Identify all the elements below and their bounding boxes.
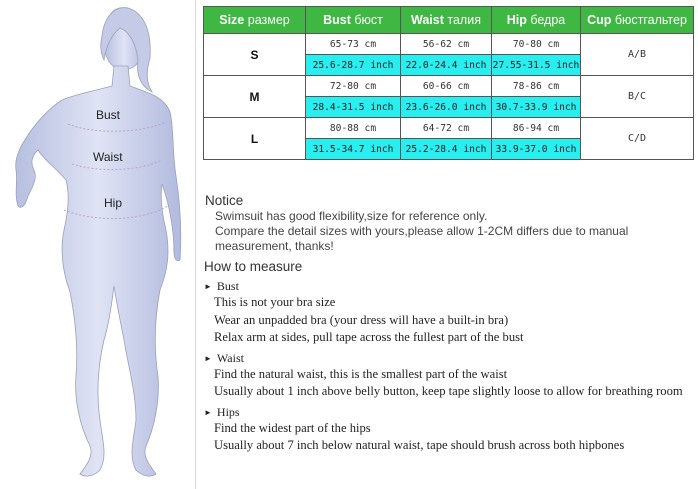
hip-inch-cell: 33.9-37.0 inch <box>492 139 581 160</box>
notice-line: measurement, thanks! <box>215 239 334 253</box>
table-row <box>204 34 694 55</box>
waist-cm-cell: 56-62 cm <box>401 34 492 55</box>
instruction-line: Usually about 7 inch below natural waist, tape should brush across both hipbones <box>214 438 625 452</box>
waist-label: Waist <box>93 150 123 164</box>
bust-cm-cell: 80-88 cm <box>306 118 401 139</box>
instruction-line: Relax arm at sides, pull tape across the fullest part of the bust <box>214 330 524 344</box>
triangle-bullet-icon: ► <box>204 282 212 291</box>
instruction-line: Usually about 1 inch above belly button, keep tape slightly loose to allow for breathing room <box>214 384 683 398</box>
header-waist: Waist талия <box>401 7 492 34</box>
section-heading: Bust <box>216 279 239 293</box>
bust-inch-cell: 31.5-34.7 inch <box>306 139 401 160</box>
triangle-bullet-icon: ► <box>204 353 212 363</box>
size-cell: S <box>204 34 306 76</box>
section-heading: Hips <box>216 404 240 419</box>
bust-inch-cell: 25.6-28.7 inch <box>306 55 401 76</box>
hip-cm-cell: 70-80 cm <box>492 34 581 55</box>
table-header-row <box>204 7 694 34</box>
waist-instructions <box>204 351 698 401</box>
section-heading: Waist <box>216 350 244 365</box>
how-to-measure-title: How to measure <box>204 259 303 274</box>
waist-cm-cell: 60-66 cm <box>401 76 492 97</box>
notice-section <box>205 193 695 254</box>
bust-instructions <box>204 279 698 347</box>
waist-inch-cell: 25.2-28.4 inch <box>401 139 492 160</box>
notice-title: Notice <box>205 193 244 208</box>
instruction-line: Find the widest part of the hips <box>214 420 371 435</box>
header-size: Size размер <box>204 7 306 34</box>
waist-inch-cell: 22.0-24.4 inch <box>401 55 492 76</box>
size-cell: M <box>204 76 306 118</box>
table-row <box>204 118 694 139</box>
header-hip: Hip бедра <box>492 7 581 34</box>
instruction-line: This is not your bra size <box>214 295 336 309</box>
hip-cm-cell: 86-94 cm <box>492 118 581 139</box>
instruction-line: Find the natural waist, this is the smallest part of the waist <box>214 366 508 381</box>
how-to-measure-section <box>204 258 698 455</box>
panel-divider <box>195 0 196 489</box>
header-cup: Cup бюстгальтер <box>581 7 694 34</box>
cup-cell: A/B <box>581 34 694 76</box>
waist-cm-cell: 64-72 cm <box>401 118 492 139</box>
bust-label: Bust <box>96 108 121 122</box>
instruction-line: Wear an unpadded bra (your dress will have a built-in bra) <box>214 312 509 327</box>
body-measurement-figure <box>0 0 196 489</box>
header-bust: Bust бюст <box>306 7 401 34</box>
cup-cell: B/C <box>581 76 694 118</box>
triangle-bullet-icon: ► <box>204 407 212 417</box>
hips-instructions <box>204 405 698 455</box>
notice-line: Swimsuit has good flexibility,size for reference only. <box>215 209 488 223</box>
waist-inch-cell: 23.6-26.0 inch <box>401 97 492 118</box>
notice-line: Compare the detail sizes with yours,please allow 1-2CM differs due to manual <box>215 224 629 238</box>
bust-inch-cell: 28.4-31.5 inch <box>306 97 401 118</box>
table-row <box>204 76 694 97</box>
hip-label: Hip <box>104 196 123 210</box>
size-cell: L <box>204 118 306 160</box>
hip-inch-cell: 30.7-33.9 inch <box>492 97 581 118</box>
size-chart-table <box>203 6 694 160</box>
bust-cm-cell: 72-80 cm <box>306 76 401 97</box>
cup-cell: C/D <box>581 118 694 160</box>
hip-cm-cell: 78-86 cm <box>492 76 581 97</box>
hip-inch-cell: 27.55-31.5 inch <box>492 55 581 76</box>
bust-cm-cell: 65-73 cm <box>306 34 401 55</box>
female-silhouette-illustration <box>0 0 196 489</box>
